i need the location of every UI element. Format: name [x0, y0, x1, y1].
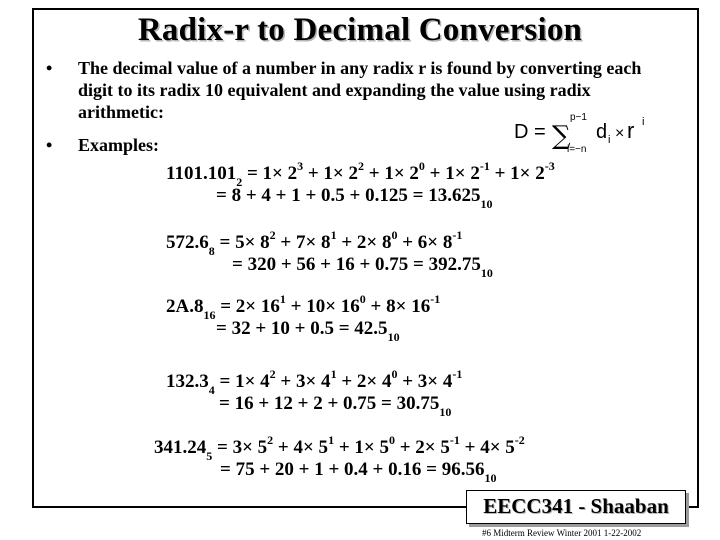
formula-exponent: i — [642, 116, 645, 128]
example-octal — [166, 227, 493, 280]
eq-sup: 2 — [358, 158, 365, 173]
eq-text: + 2× 5 — [394, 437, 450, 458]
eq-text: 1101.101 — [166, 163, 237, 184]
eq-sup: 0 — [391, 366, 398, 381]
formula-times: × — [615, 125, 625, 142]
example-line-2 — [166, 254, 493, 280]
formula-digit-sub: i — [608, 134, 611, 146]
eq-text: = 32 + 10 + 0.5 = 42.5 — [216, 318, 388, 339]
eq-text: 132.3 — [166, 371, 209, 392]
example-line-1 — [154, 432, 525, 463]
eq-sub: 4 — [208, 382, 215, 397]
eq-sup: 0 — [418, 158, 425, 173]
eq-text: = 2× 16 — [215, 296, 280, 317]
eq-sup: -2 — [514, 432, 525, 447]
formula-lhs: D = — [514, 121, 546, 143]
formula-radix: r — [627, 118, 635, 143]
eq-sub: 5 — [206, 448, 213, 463]
eq-text: 572.6 — [166, 232, 209, 253]
course-badge: EECC341 - Shaaban — [466, 490, 686, 524]
eq-text: = 5× 8 — [214, 232, 270, 253]
eq-text: + 4× 5 — [459, 437, 515, 458]
eq-sub: 10 — [480, 196, 493, 211]
eq-sup: -1 — [430, 291, 441, 306]
eq-text: = 16 + 12 + 2 + 0.75 = 30.75 — [219, 393, 440, 414]
sigma-symbol: ∑ — [552, 121, 571, 151]
example-base5 — [154, 432, 525, 485]
eq-text: + 2× 4 — [336, 371, 392, 392]
example-line-1 — [166, 366, 463, 397]
eq-sub: 10 — [387, 329, 400, 344]
eq-sub: 10 — [480, 265, 493, 280]
example-line-1 — [166, 227, 493, 258]
bullet-text-definition: The decimal value of a number in any radix r is found by converting each digit to its radix 10 equivalent and expanding the value using radix arithmetic: — [78, 58, 642, 122]
eq-text: + 1× 2 — [303, 163, 359, 184]
slide-title: Radix-r to Decimal Conversion — [137, 12, 583, 48]
eq-sub: 10 — [484, 470, 497, 485]
eq-sup: 2 — [269, 227, 276, 242]
eq-text: + 1× 2 — [364, 163, 419, 184]
eq-sup: 1 — [330, 366, 337, 381]
bullet-marker: • — [46, 135, 53, 155]
eq-sup: 1 — [328, 432, 335, 447]
example-line-2 — [166, 185, 555, 211]
eq-text: 2A.8 — [166, 296, 204, 317]
eq-sub: 10 — [439, 404, 452, 419]
eq-text: = 8 + 4 + 1 + 0.5 + 0.125 = 13.625 — [216, 185, 481, 206]
eq-text: + 1× 5 — [334, 437, 389, 458]
eq-text: = 3× 5 — [212, 437, 268, 458]
eq-sub: 8 — [208, 243, 215, 258]
eq-sup: 1 — [279, 291, 286, 306]
example-hex — [166, 291, 441, 344]
eq-sup: -1 — [452, 366, 463, 381]
eq-text: + 1× 2 — [424, 163, 480, 184]
example-binary — [166, 158, 555, 211]
eq-sup: -1 — [452, 227, 463, 242]
footer-text: #6 Midterm Review Winter 2001 1-22-2002 — [482, 528, 642, 538]
eq-sup: 0 — [391, 227, 398, 242]
eq-text: 341.24 — [154, 437, 207, 458]
eq-text: + 6× 8 — [397, 232, 453, 253]
eq-text: + 8× 16 — [365, 296, 431, 317]
formula-digit: d — [596, 121, 608, 143]
eq-sub: 2 — [236, 174, 243, 189]
example-line-1 — [166, 291, 441, 322]
eq-text: = 1× 4 — [214, 371, 270, 392]
eq-text: + 3× 4 — [275, 371, 331, 392]
example-line-1 — [166, 158, 555, 189]
eq-sup: -1 — [449, 432, 460, 447]
bullet-text-examples: Examples: — [78, 135, 159, 155]
sum-lower-limit: i=−n — [567, 144, 587, 155]
eq-sup: 3 — [297, 158, 304, 173]
eq-text: + 3× 4 — [397, 371, 453, 392]
eq-text: + 10× 16 — [285, 296, 360, 317]
sum-upper-limit: p−1 — [570, 112, 587, 123]
eq-text: + 2× 8 — [336, 232, 392, 253]
eq-sup: -3 — [544, 158, 555, 173]
eq-sup: 2 — [267, 432, 274, 447]
eq-text: + 7× 8 — [275, 232, 331, 253]
eq-sub: 16 — [203, 307, 216, 322]
bullet-marker: • — [46, 58, 53, 78]
eq-sup: 1 — [330, 227, 337, 242]
eq-text: = 320 + 56 + 16 + 0.75 = 392.75 — [232, 254, 481, 275]
eq-text: + 4× 5 — [273, 437, 329, 458]
eq-sup: 0 — [388, 432, 395, 447]
eq-text: + 1× 2 — [489, 163, 545, 184]
summation-formula — [512, 108, 662, 156]
example-base4 — [166, 366, 463, 419]
eq-text: = 75 + 20 + 1 + 0.4 + 0.16 = 96.56 — [220, 459, 485, 480]
eq-sup: 2 — [269, 366, 276, 381]
eq-text: = 1× 2 — [242, 163, 298, 184]
eq-sup: -1 — [479, 158, 490, 173]
eq-sup: 0 — [359, 291, 366, 306]
